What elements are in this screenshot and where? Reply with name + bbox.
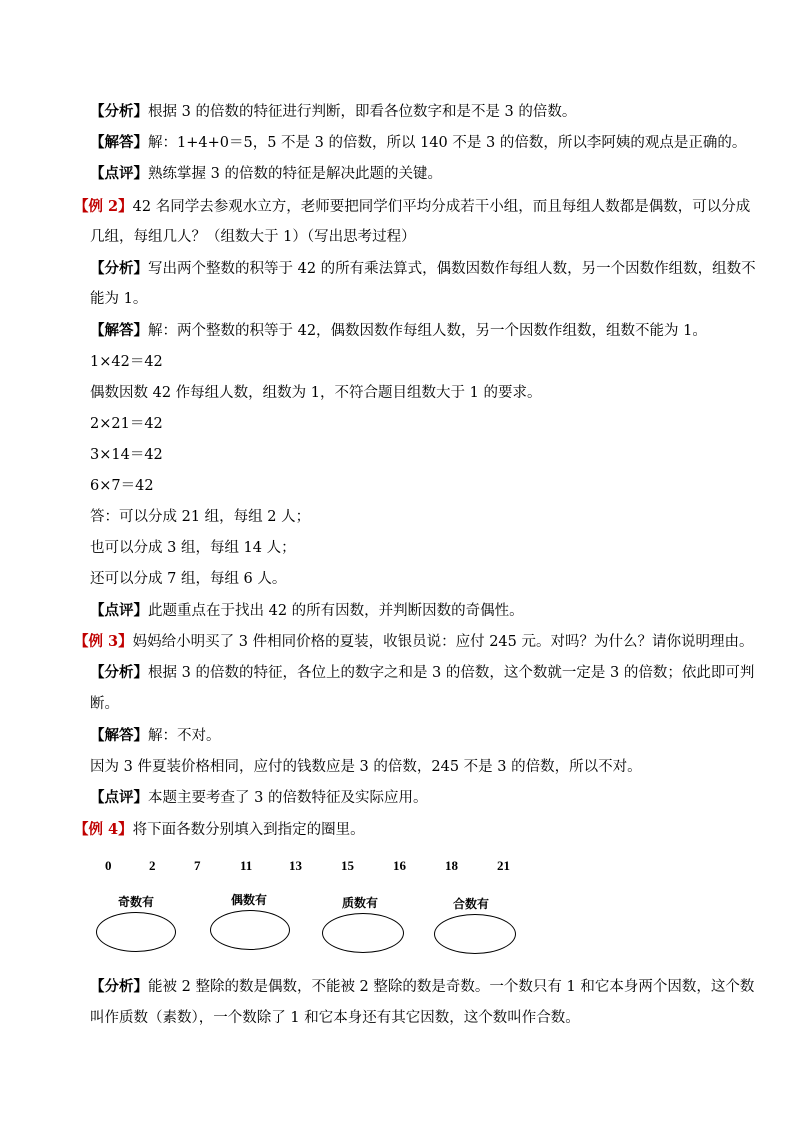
prime-circle — [322, 913, 404, 953]
analysis-text-cont: 能为 1。 — [90, 291, 148, 307]
odd-circle-label: 奇数有 — [118, 895, 155, 909]
comment-tag: 【点评】 — [90, 789, 148, 806]
equation: 1×42＝42 — [90, 354, 163, 370]
prime-circle-label: 质数有 — [342, 896, 379, 910]
answer-step: 因为 3 件夏装价格相同，应付的钱数应是 3 的倍数，245 不是 3 的倍数，所以不对。 — [90, 759, 642, 775]
answer-step: 答：可以分成 21 组，每组 2 人； — [90, 509, 311, 525]
example-4-label: 【例 4】 — [74, 821, 133, 838]
equation: 3×14＝42 — [90, 447, 163, 463]
answer-text: 解：两个整数的积等于 42，偶数因数作每组人数，另一个因数作组数，组数不能为 1。 — [148, 323, 707, 339]
answer-tag: 【解答】 — [90, 727, 148, 744]
answer-tag: 【解答】 — [90, 134, 148, 151]
example-2-text: 42 名同学去参观水立方，老师要把同学们平均分成若干小组，而且每组人数都是偶数，可以分成 — [132, 199, 751, 215]
answer-line — [90, 726, 221, 746]
example-4-text: 将下面各数分别填入到指定的圈里。 — [132, 822, 365, 838]
number-item: 16 — [393, 858, 406, 873]
composite-circle-label: 合数有 — [453, 897, 490, 911]
analysis-line — [90, 663, 754, 683]
equation: 6×7＝42 — [90, 478, 154, 494]
example-4-question — [74, 820, 365, 840]
comment-text: 此题重点在于找出 42 的所有因数，并判断因数的奇偶性。 — [148, 603, 524, 619]
answer-step: 也可以分成 3 组，每组 14 人； — [90, 540, 296, 556]
analysis-text-cont: 叫作质数（素数），一个数除了 1 和它本身还有其它因数，这个数叫作合数。 — [90, 1010, 580, 1026]
answer-step: 还可以分成 7 组，每组 6 人。 — [90, 571, 287, 587]
analysis-line — [90, 977, 754, 997]
number-item: 2 — [149, 858, 156, 873]
analysis-tag: 【分析】 — [90, 978, 148, 995]
example-2-question-cont: 几组，每组几人？（组数大于 1）（写出思考过程） — [90, 229, 416, 245]
number-item: 11 — [240, 858, 253, 873]
analysis-text: 能被 2 整除的数是偶数，不能被 2 整除的数是奇数。一个数只有 1 和它本身两个因数，这个数 — [148, 979, 755, 995]
answer-line — [90, 321, 707, 341]
number-item: 7 — [194, 858, 201, 873]
comment-tag: 【点评】 — [90, 602, 148, 619]
comment-tag: 【点评】 — [90, 165, 148, 182]
analysis-text: 根据 3 的倍数的特征，各位上的数字之和是 3 的倍数，这个数就一定是 3 的倍数；依此即可判 — [148, 665, 755, 681]
analysis-tag: 【分析】 — [90, 260, 148, 277]
equation: 2×21＝42 — [90, 416, 163, 432]
analysis-text: 写出两个整数的积等于 42 的所有乘法算式，偶数因数作每组人数，另一个因数作组数，组数不 — [148, 261, 756, 277]
number-item: 13 — [289, 858, 302, 873]
answer-tag: 【解答】 — [90, 322, 148, 339]
comment-line — [90, 601, 524, 621]
number-item: 18 — [445, 858, 458, 873]
comment-text: 熟练掌握 3 的倍数的特征是解决此题的关键。 — [148, 166, 442, 182]
comment-line — [90, 164, 442, 184]
example-3-label: 【例 3】 — [74, 633, 133, 650]
example-3-question — [74, 632, 753, 652]
odd-circle — [96, 912, 176, 952]
answer-line — [90, 133, 746, 153]
analysis-tag: 【分析】 — [90, 103, 148, 120]
number-item: 15 — [341, 858, 354, 873]
answer-step: 偶数因数 42 作每组人数，组数为 1，不符合题目组数大于 1 的要求。 — [90, 385, 542, 401]
analysis-line — [90, 102, 576, 122]
comment-text: 本题主要考查了 3 的倍数特征及实际应用。 — [148, 790, 428, 806]
analysis-line — [90, 259, 756, 279]
example-2-question — [74, 197, 750, 217]
analysis-tag: 【分析】 — [90, 664, 148, 681]
analysis-text-cont: 断。 — [90, 696, 119, 712]
composite-circle — [434, 914, 516, 954]
even-circle-label: 偶数有 — [231, 893, 268, 907]
comment-line — [90, 788, 427, 808]
number-item: 0 — [105, 858, 112, 873]
answer-text: 解：1+4+0＝5，5 不是 3 的倍数，所以 140 不是 3 的倍数，所以李阿姨的观点是正确的。 — [148, 135, 747, 151]
analysis-text: 根据 3 的倍数的特征进行判断，即看各位数字和是不是 3 的倍数。 — [148, 104, 577, 120]
number-item: 21 — [497, 858, 510, 873]
example-2-label: 【例 2】 — [74, 198, 133, 215]
even-circle — [210, 910, 290, 950]
answer-text: 解：不对。 — [148, 728, 221, 744]
example-3-text: 妈妈给小明买了 3 件相同价格的夏装，收银员说：应付 245 元。对吗？为什么？请你说明理由。 — [132, 634, 754, 650]
